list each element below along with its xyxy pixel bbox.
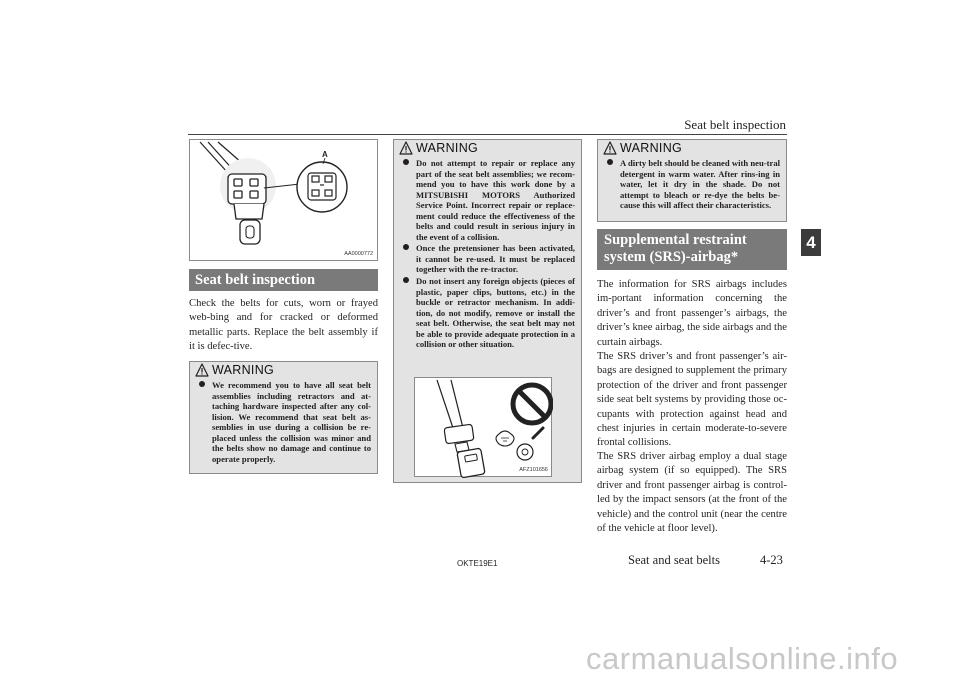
srs-paragraph-3: The SRS driver airbag employ a dual stage airbag system (if so equipped). The SRS driver and front passenger airbag is control-led by the impact sensors (at the front of the vehicle) and the control unit (near the centre of the vehicle at floor level). (597, 451, 787, 535)
warning-item: Once the pretensioner has been activated, it cannot be re-used. It must be replaced together with the re-tractor. (403, 243, 575, 275)
warning-triangle-icon (603, 141, 617, 155)
warning-title: WARNING (212, 363, 275, 377)
section-heading-srs-airbag: Supplemental restraint system (SRS)-airbag* (597, 229, 787, 270)
bullet-icon (403, 244, 409, 250)
warning-header (394, 140, 581, 156)
warning-triangle-icon (399, 141, 413, 155)
warning-item: Do not insert any foreign objects (pieces of plastic, paper clips, buttons, etc.) in the buckle or retractor mechanism. In addi-tion, do not modify, remove or install the seat belt. Otherwise, the seat belt may not be able to provide adequate protection in a collision or other situation. (403, 276, 575, 350)
bullet-icon (403, 277, 409, 283)
warning-box-cleaning (597, 139, 787, 222)
chapter-tab: 4 (801, 229, 821, 256)
srs-paragraph-2: The SRS driver’s and front passenger’s air-bags are designed to supplement the primary protection of the driver and front passenger side seat belt systems by providing those oc-cupants with protection against head and chest injuries in certain moderate-to-severe frontal collisions. (597, 351, 787, 449)
warning-list (394, 158, 581, 350)
bullet-icon (199, 381, 205, 387)
warning-box-repair (393, 139, 582, 483)
warning-list (190, 380, 377, 464)
warning-list (598, 158, 786, 211)
srs-paragraph-1: The information for SRS airbags includes im-portant information concerning the driver’s and front passenger’s airbags, the driver’s knee airbag, the side airbags and the curtain airbags. (597, 279, 787, 348)
callout-a-label: A (322, 150, 328, 159)
warning-triangle-icon (195, 363, 209, 377)
chapter-name: Seat and seat belts (628, 553, 720, 567)
warning-title: WARNING (416, 141, 479, 155)
warning-item: We recommend you to have all seat belt assemblies including retractors and at-taching hardware inspected after any col-lision. We recommend that seat belt as-semblies in use during a collision be re-placed unless the collision was minor and the belts show no damage and continue to operate properly. (199, 380, 371, 464)
page-number: 4-23 (760, 553, 783, 567)
warning-item: Do not attempt to repair or replace any part of the seat belt assemblies; we recom-mend you to have this work done by a MITSUBISHI MOTORS Authorized Service Point. Incorrect repair or replace-ment could reduce the effectiveness of the belts and could result in serious injury in the event of a collision. (403, 158, 575, 242)
buckle-illustration (190, 140, 379, 262)
seat-belt-figure (189, 139, 378, 261)
warning-box-inspection (189, 361, 378, 474)
inspection-paragraph: Check the belts for cuts, worn or frayed web-bing and for cracked or deformed metallic parts. Replace the belt assembly if it is defec-tive. (189, 298, 378, 353)
warning-header (598, 140, 786, 156)
no-foreign-objects-illustration (415, 378, 553, 478)
document-code: OKTE19E1 (457, 559, 498, 568)
foreign-object-figure (414, 377, 552, 477)
warning-header (190, 362, 377, 378)
warning-title: WARNING (620, 141, 683, 155)
watermark-text: carmanualsonline.info (586, 641, 899, 676)
figure-code: AFZ101656 (519, 467, 548, 473)
figure-code: AA0000772 (344, 251, 373, 257)
warning-item: A dirty belt should be cleaned with neu-tral detergent in warm water. After rins-ing in water, let it dry in the shade. Do not attempt to bleach or re-dye the belts be-cause this will affect their characteristics. (607, 158, 780, 211)
running-header-title: Seat belt inspection (684, 117, 786, 132)
header-rule (188, 134, 787, 135)
bullet-icon (403, 159, 409, 165)
section-heading-seat-belt-inspection: Seat belt inspection (189, 269, 378, 291)
bullet-icon (607, 159, 613, 165)
